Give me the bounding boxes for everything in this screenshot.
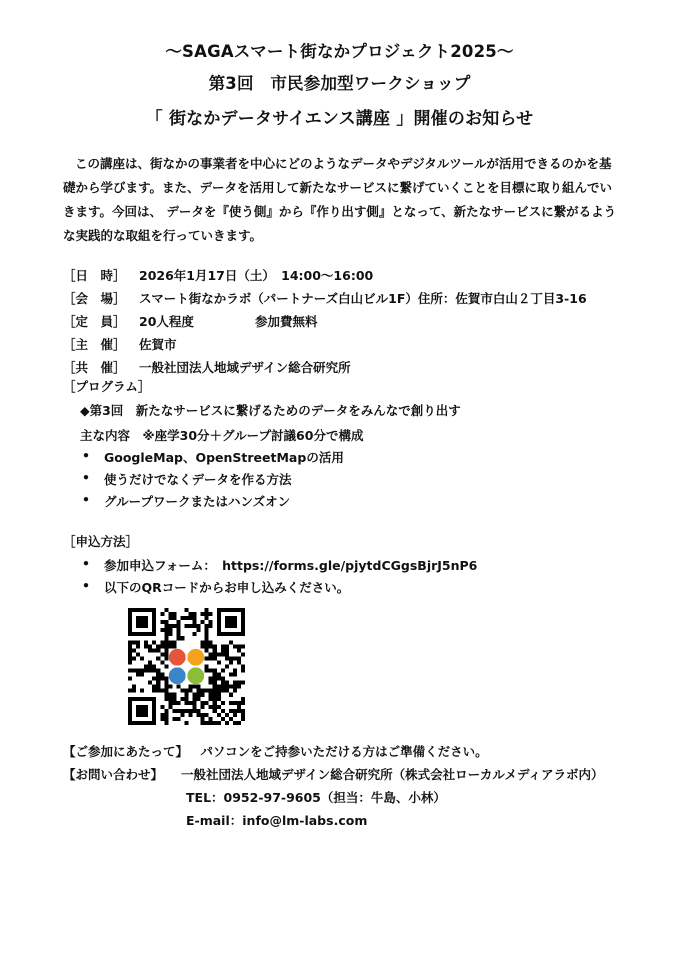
venue-label: ［会 場］ — [63, 291, 126, 306]
project-title: 〜SAGAスマート街なかプロジェクト2025〜 — [165, 42, 514, 61]
intro-line: 礎から学びます。また、データを活用して新たなサービスに繋げていくことを目標に取り組んでい — [63, 180, 613, 195]
bullet-icon: • — [82, 448, 90, 463]
notice-label: 【ご参加にあたって】 — [63, 744, 189, 759]
program-session: ◆第3回 新たなサービスに繋げるためのデータをみんなで創り出す — [80, 403, 461, 418]
program-content: 主な内容 ※座学30分＋グループ討議60分で構成 — [80, 428, 364, 443]
bullet-icon: • — [82, 556, 90, 571]
contact-tel: TEL：0952-97-9605（担当：牛島、小林） — [186, 790, 446, 805]
workshop-title: 第3回 市民参加型ワークショップ — [208, 74, 471, 93]
program-label: ［プログラム］ — [63, 379, 151, 394]
date-value: 2026年1月17日（土） 14:00〜16:00 — [139, 268, 374, 283]
intro-line: な実践的な取組を行っていきます。 — [63, 228, 263, 243]
intro-line: きます。今回は、 データを『使う側』から『作り出す側』となって、新たなサービスに繋がるよう — [63, 204, 617, 219]
host-value: 佐賀市 — [139, 337, 177, 352]
contact-org: 一般社団法人地域デザイン総合研究所（株式会社ローカルメディアラボ内） — [181, 767, 604, 782]
contact-label: 【お問い合わせ】 — [63, 767, 164, 782]
fee-value: 参加費無料 — [255, 314, 318, 329]
venue-value: スマート街なかラボ（パートナーズ白山ビル1F）住所：佐賀市白山２丁目3-16 — [139, 291, 587, 306]
notice-text: パソコンをご持参いただける方はご準備ください。 — [200, 744, 488, 759]
bullet-icon: • — [82, 578, 90, 593]
host-label: ［主 催］ — [63, 337, 126, 352]
notice-row — [63, 742, 488, 760]
intro-line: この講座は、街なかの事業者を中心にどのようなデータやデジタルツールが活用できるのかを基 — [75, 156, 612, 171]
program-item-text: GoogleMap、OpenStreetMapの活用 — [104, 450, 344, 465]
qr-code[interactable] — [128, 608, 245, 725]
qr-logo-dot — [187, 649, 204, 666]
qr-logo-dot — [187, 667, 204, 684]
event-title: 「 街なかデータサイエンス講座 」開催のお知らせ — [145, 109, 534, 129]
cohost-value: 一般社団法人地域デザイン総合研究所 — [139, 360, 351, 375]
bullet-icon: • — [82, 492, 90, 507]
date-label: ［日 時］ — [63, 268, 126, 283]
contact-row — [63, 765, 604, 783]
intro-paragraph — [63, 152, 623, 248]
apply-label: ［申込方法］ — [63, 534, 139, 549]
capacity-label: ［定 員］ — [63, 314, 126, 329]
cohost-label: ［共 催］ — [63, 360, 126, 375]
apply-qr-note: 以下のQRコードからお申し込みください。 — [104, 580, 350, 595]
qr-logo-dot — [169, 667, 186, 684]
program-item-text: グループワークまたはハンズオン — [104, 494, 291, 509]
capacity-value: 20人程度 — [139, 314, 194, 329]
apply-form-link[interactable]: 参加申込フォーム： https://forms.gle/pjytdCGgsBjrJ5nP6 — [104, 558, 478, 573]
contact-email[interactable]: E-mail：info@lm-labs.com — [186, 813, 368, 828]
bullet-icon: • — [82, 470, 90, 485]
qr-logo-dot — [169, 649, 186, 666]
program-item-text: 使うだけでなくデータを作る方法 — [104, 472, 292, 487]
